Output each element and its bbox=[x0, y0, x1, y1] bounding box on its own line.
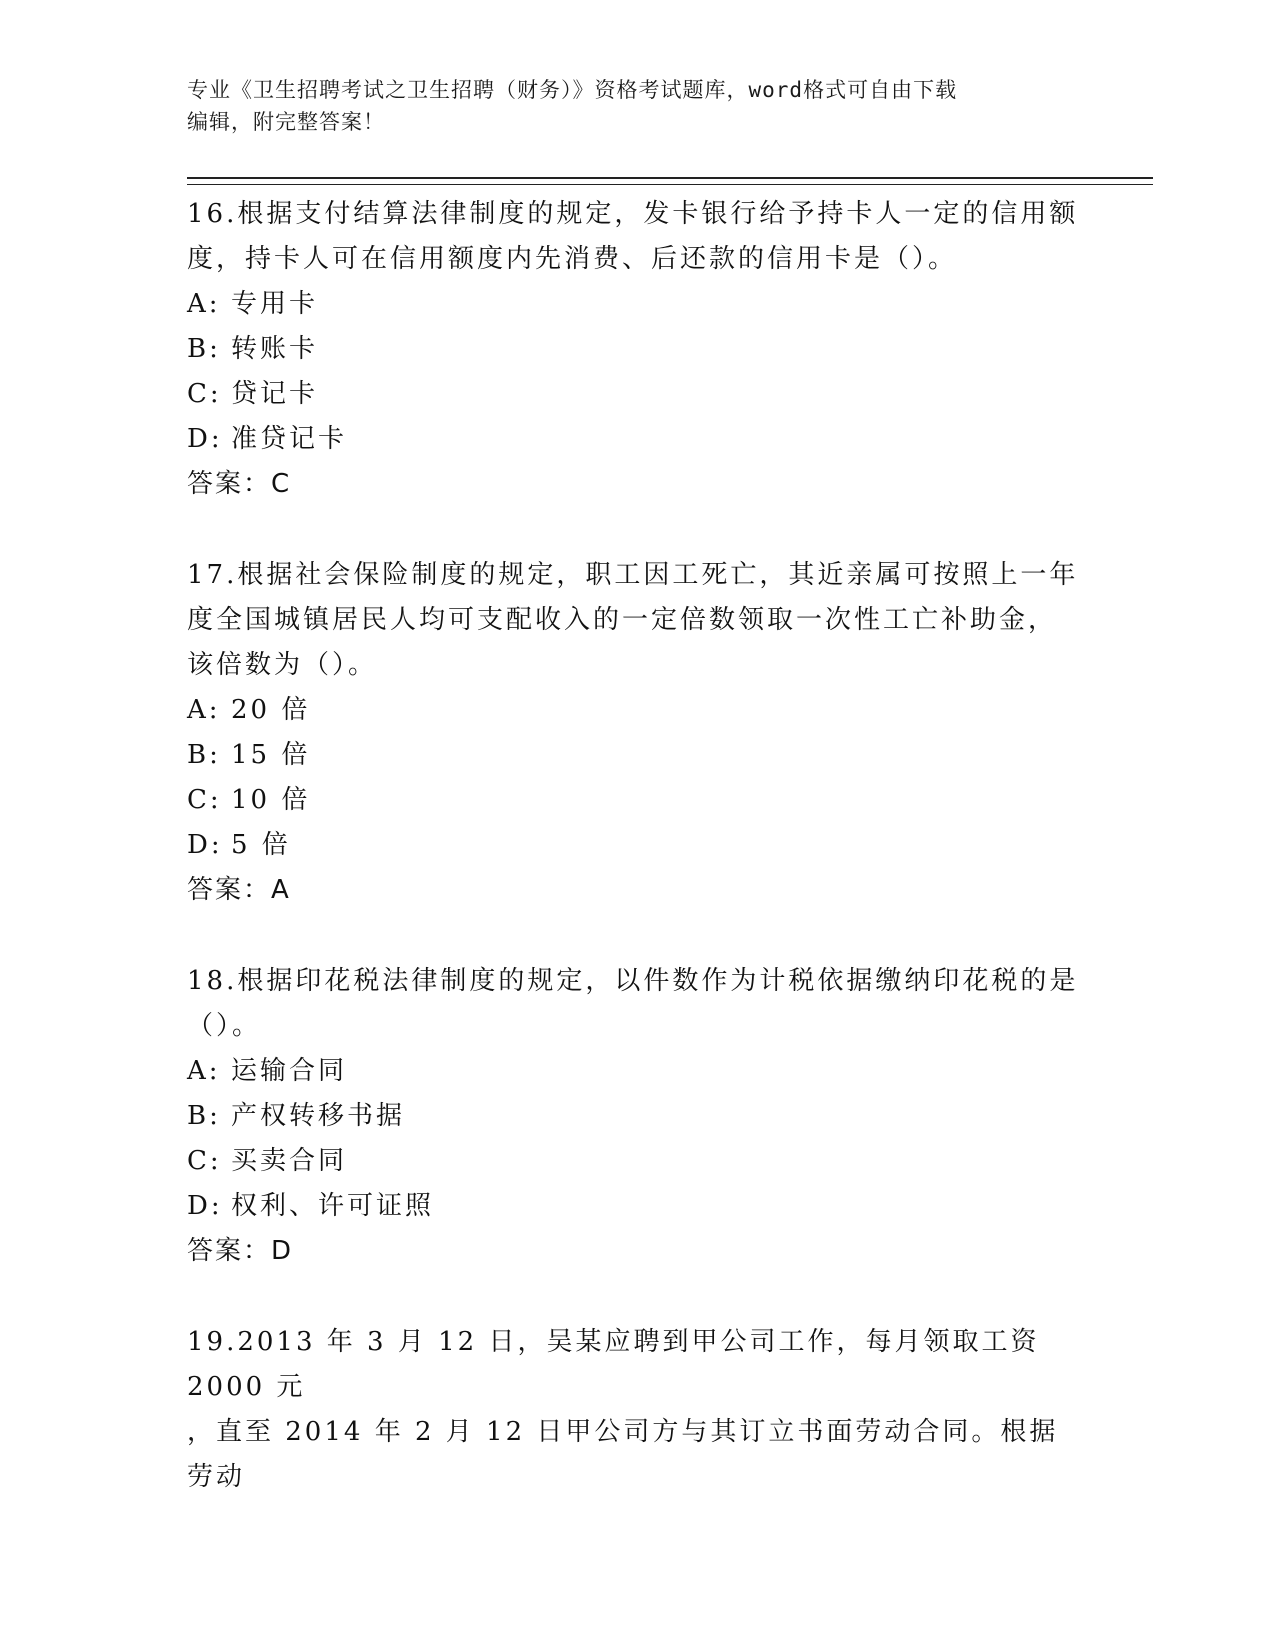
option-text: 20 倍 bbox=[231, 695, 311, 725]
option-a bbox=[187, 1049, 1087, 1094]
option-a bbox=[187, 688, 1087, 733]
answer-line: 答案：C bbox=[187, 469, 292, 499]
option-key: A: bbox=[187, 1056, 221, 1086]
question-16 bbox=[187, 192, 1087, 507]
question-stem-line: 17.根据社会保险制度的规定，职工因工死亡，其近亲属可按照上一年 bbox=[187, 560, 1079, 590]
answer-line: 答案：D bbox=[187, 1236, 294, 1266]
question-stem-line: 度，持卡人可在信用额度内先消费、后还款的信用卡是（）。 bbox=[187, 244, 958, 274]
document-header bbox=[187, 74, 1067, 138]
option-key: D: bbox=[187, 1191, 223, 1221]
header-line-1: 专业《卫生招聘考试之卫生招聘（财务）》资格考试题库，word格式可自由下载 bbox=[187, 78, 958, 102]
option-text: 准贷记卡 bbox=[231, 424, 348, 454]
option-c bbox=[187, 778, 1087, 823]
option-d bbox=[187, 417, 1087, 462]
option-key: A: bbox=[187, 289, 221, 319]
option-text: 权利、许可证照 bbox=[231, 1191, 435, 1221]
option-text: 10 倍 bbox=[231, 785, 311, 815]
option-b bbox=[187, 327, 1087, 372]
option-text: 15 倍 bbox=[231, 740, 311, 770]
option-b bbox=[187, 733, 1087, 778]
option-b bbox=[187, 1094, 1087, 1139]
option-d bbox=[187, 1184, 1087, 1229]
option-c bbox=[187, 372, 1087, 417]
option-text: 贷记卡 bbox=[231, 379, 319, 409]
question-stem-line: 该倍数为（）。 bbox=[187, 650, 378, 680]
question-stem-line: 16.根据支付结算法律制度的规定，发卡银行给予持卡人一定的信用额 bbox=[187, 199, 1079, 229]
option-c bbox=[187, 1139, 1087, 1184]
option-key: B: bbox=[187, 334, 221, 364]
header-line-2: 编辑，附完整答案！ bbox=[187, 110, 385, 134]
header-divider-thin bbox=[187, 184, 1153, 185]
question-stem-line: ，直至 2014 年 2 月 12 日甲公司方与其订立书面劳动合同。根据劳动 bbox=[187, 1417, 1059, 1492]
question-stem-line: 度全国城镇居民人均可支配收入的一定倍数领取一次性工亡补助金， bbox=[187, 605, 1058, 635]
option-key: A: bbox=[187, 695, 221, 725]
option-d bbox=[187, 823, 1087, 868]
question-list bbox=[187, 192, 1087, 1546]
option-text: 运输合同 bbox=[231, 1056, 348, 1086]
answer-line: 答案：A bbox=[187, 875, 291, 905]
option-key: C: bbox=[187, 785, 222, 815]
option-key: C: bbox=[187, 379, 222, 409]
option-text: 转账卡 bbox=[231, 334, 319, 364]
question-18 bbox=[187, 959, 1087, 1274]
question-stem-line: （）。 bbox=[187, 1011, 262, 1041]
option-text: 专用卡 bbox=[231, 289, 319, 319]
option-a bbox=[187, 282, 1087, 327]
option-text: 买卖合同 bbox=[231, 1146, 348, 1176]
option-key: B: bbox=[187, 740, 221, 770]
option-text: 5 倍 bbox=[231, 830, 291, 860]
option-key: D: bbox=[187, 830, 223, 860]
option-key: B: bbox=[187, 1101, 221, 1131]
header-divider-thick bbox=[187, 177, 1153, 179]
option-text: 产权转移书据 bbox=[231, 1101, 406, 1131]
question-stem-line: 19.2013 年 3 月 12 日，吴某应聘到甲公司工作，每月领取工资 2000 元 bbox=[187, 1327, 1051, 1402]
question-stem-line: 18.根据印花税法律制度的规定，以件数作为计税依据缴纳印花税的是 bbox=[187, 966, 1079, 996]
question-17 bbox=[187, 553, 1087, 913]
option-key: D: bbox=[187, 424, 223, 454]
question-19 bbox=[187, 1320, 1087, 1500]
option-key: C: bbox=[187, 1146, 222, 1176]
